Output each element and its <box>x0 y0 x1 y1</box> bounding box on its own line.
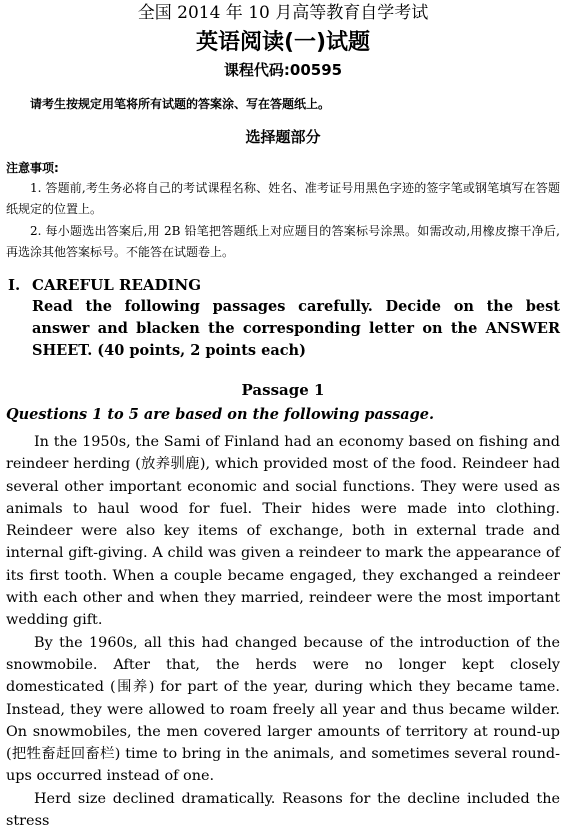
exam-page <box>0 2 566 830</box>
part-heading <box>6 275 560 295</box>
part-title: CAREFUL READING <box>32 276 202 294</box>
part-number: I. <box>8 276 21 294</box>
exam-line: 全国 2014 年 10 月高等教育自学考试 <box>137 3 429 23</box>
notes-label: 注意事项: <box>6 161 59 175</box>
passage-paragraph: By the 1960s, all this had changed because of the introduction of the snowmobile. After that, the herds were no longer kept closely domesticated (围养) for part of the year, during which they became tame. Instead, they were allowed to roam freely all year and thus became wilder. On snowmobiles, the men covered larger amounts of territory at round-up (把牲畜赶回畜栏) time to bring in the animals, and sometimes several round-ups occurred instead of one. <box>6 634 560 785</box>
passage-paragraph: In the 1950s, the Sami of Finland had an economy based on fishing and reindeer herding (放养驯鹿), which provided most of the food. Reindeer had several other important economic and social functions. They were used as animals to haul wood for fuel. Their hides were made into clothing. Reindeer were also key items of exchange, both in external trade and internal gift-giving. A child was given a reindeer to mark the appearance of its first tooth. When a couple became engaged, they exchanged a reindeer with each other and when they married, reindeer were the most important wedding gift. <box>6 434 560 629</box>
questions-note: Questions 1 to 5 are based on the following passage. <box>6 406 435 423</box>
course-code: 课程代码:00595 <box>223 61 343 79</box>
part-instruction: Read the following passages carefully. Decide on the best answer and blacken the corresponding letter on the ANSWER SHEET. (40 points, 2 points each) <box>32 298 560 359</box>
general-instruction: 请考生按规定用笔将所有试题的答案涂、写在答题纸上。 <box>30 97 331 111</box>
note-item: 2. 每小题选出答案后,用 2B 铅笔把答题纸上对应题目的答案标号涂黑。如需改动,用橡皮擦干净后,再选涂其他答案标号。不能答在试题卷上。 <box>6 224 560 259</box>
page-title: 英语阅读(一)试题 <box>195 30 371 55</box>
passage-title: Passage 1 <box>241 381 325 399</box>
passage-paragraph: Herd size declined dramatically. Reasons for the decline included the stress <box>6 790 560 830</box>
section-heading: 选择题部分 <box>245 128 321 146</box>
note-item: 1. 答题前,考生务必将自己的考试课程名称、姓名、准考证号用黑色字迹的签字笔或钢笔填写在答题纸规定的位置上。 <box>6 181 560 216</box>
